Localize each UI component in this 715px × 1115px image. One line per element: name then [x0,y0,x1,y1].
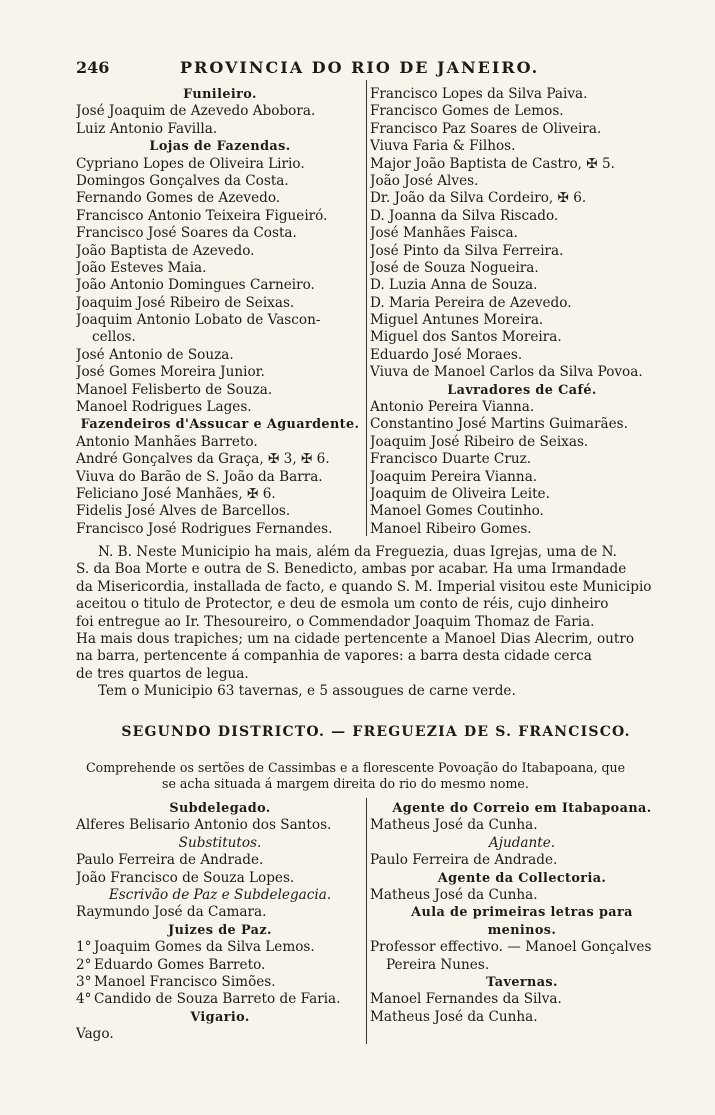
section-heading: Subdelegado. [169,801,271,816]
list-item: Raymundo José da Camara. [76,904,267,921]
section-heading: meninos. [487,922,557,938]
list-item: Constantino José Martins Guimarães. [370,416,628,433]
page-title: PROVINCIA DO RIO DE JANEIRO. [180,58,540,77]
list-item: André Gonçalves da Graça, ✠ 3, ✠ 6. [76,451,330,468]
list-item: José Manhães Faisca. [370,225,518,242]
list-item: Feliciano José Manhães, ✠ 6. [76,485,276,502]
list-item: Francisco José Soares da Costa. [76,225,297,242]
list-item: D. Luzia Anna de Souza. [370,277,538,294]
list-item: Matheus José da Cunha. [370,886,538,903]
section-heading: Vigario. [190,1009,250,1025]
section-heading: Funileiro. [183,87,257,102]
list-item: Eduardo José Moraes. [370,346,523,363]
list-item: Luiz Antonio Favilla. [76,120,218,137]
note-line: na barra, pertencente á companhia de vapores: a barra desta cidade cerca [76,648,592,665]
list-item: Dr. João da Silva Cordeiro, ✠ 6. [370,190,587,207]
numbered-list-item [76,991,364,1008]
intro-line: se acha situada á margem direita do rio do mesmo nome. [162,776,529,791]
section2-columns [76,798,676,1048]
numbered-list-item [76,957,364,974]
list-item: Francisco Paz Soares de Oliveira. [370,120,602,137]
list-item: Joaquim José Ribeiro de Seixas. [76,294,295,311]
note-line: Ha mais dous trapiches; um na cidade pertencente a Manoel Dias Alecrim, outro [76,630,635,647]
list-item: Viuva Faria & Filhos. [370,138,516,155]
list-item: Viuva de Manoel Carlos da Silva Povoa. [370,364,643,381]
list-item: D. Maria Pereira de Azevedo. [370,294,572,311]
section-heading: Lavradores de Café. [447,382,597,398]
list-item: Manoel Felisberto de Souza. [76,381,273,398]
page-number: 246 [76,58,110,77]
list-item: Antonio Pereira Vianna. [370,399,535,416]
list-item: Viuva do Barão de S. João da Barra. [76,468,323,485]
list-item: João Baptista de Azevedo. [76,242,255,259]
section2-right-column [370,800,674,1026]
list-item: Matheus José da Cunha. [370,817,538,834]
list-item: Francisco Duarte Cruz. [370,451,532,468]
list-item: Cypriano Lopes de Oliveira Lirio. [76,155,305,172]
note-paragraph [76,544,676,701]
list-item: Professor effectivo. — Manoel Gonçalves [370,939,652,956]
list-item: João Esteves Maia. [76,259,207,276]
right-column [370,86,674,538]
list-item: Paulo Ferreira de Andrade. [76,852,264,869]
list-item: Joaquim de Oliveira Leite. [370,485,550,502]
list-item: Vago. [76,1026,114,1043]
list-item: José Antonio de Souza. [76,346,234,363]
section-heading: Agente do Correio em Itabapoana. [392,801,652,816]
list-item: Fernando Gomes de Azevedo. [76,190,281,207]
list-item-continuation: Pereira Nunes. [386,956,490,973]
running-header [76,58,676,80]
list-item: Matheus José da Cunha. [370,1008,538,1025]
italic-subheading: Substitutos. [178,834,262,851]
section-title: SEGUNDO DISTRICTO. — FREGUEZIA DE S. FRANCISCO. [121,724,631,740]
section-heading: Fazendeiros d'Assucar e Aguardente. [80,417,360,433]
item-text: Joaquim Gomes da Silva Lemos. [94,939,315,956]
section-heading: Aula de primeiras letras para [411,905,633,921]
list-item: Joaquim Pereira Vianna. [370,468,538,485]
list-item: Major João Baptista de Castro, ✠ 5. [370,155,615,172]
section-intro [76,760,676,792]
list-item: Antonio Manhães Barreto. [76,433,258,450]
list-item: João José Alves. [370,172,479,189]
section-heading: Juizes de Paz. [168,922,272,938]
item-number: 3° [76,973,92,990]
italic-subheading: Escrivão de Paz e Subdelegacia. [108,886,332,903]
note-line: N. B. Neste Municipio ha mais, além da Freguezia, duas Igrejas, uma de N. [98,544,617,560]
numbered-list-item [76,939,364,956]
list-item: Manoel Gomes Coutinho. [370,503,544,520]
list-item: José Pinto da Silva Ferreira. [370,242,564,259]
section2-left-column [76,800,364,1043]
note-line: S. da Boa Morte e outra de S. Benedicto, ambas por acabar. Ha uma Irmandade [76,561,627,578]
item-text: Manoel Francisco Simões. [94,973,276,990]
list-item: João Francisco de Souza Lopes. [76,869,295,886]
list-item: Fidelis José Alves de Barcellos. [76,503,291,520]
numbered-list-item [76,974,364,991]
list-item: Francisco José Rodrigues Fernandes. [76,520,333,537]
list-item: Manoel Rodrigues Lages. [76,399,252,416]
column-divider [366,80,367,536]
list-item: Manoel Ribeiro Gomes. [370,520,532,537]
list-item: Francisco Gomes de Lemos. [370,103,564,120]
section-heading: Agente da Collectoria. [437,870,607,886]
list-item: D. Joanna da Silva Riscado. [370,207,559,224]
note-line: Tem o Municipio 63 tavernas, e 5 assougues de carne verde. [98,683,516,700]
column-divider [366,798,367,1044]
item-number: 4° [76,991,92,1008]
section-heading: Lojas de Fazendas. [149,139,291,155]
list-item: Alferes Belisario Antonio dos Santos. [76,817,332,834]
directory-columns [76,80,676,538]
note-line: aceitou o titulo de Protector, e deu de esmola um conto de réis, cujo dinheiro [76,596,609,613]
note-line: foi entregue ao Ir. Thesoureiro, o Commendador Joaquim Thomaz de Faria. [76,613,595,630]
list-item: Miguel dos Santos Moreira. [370,329,562,346]
list-item: José Gomes Moreira Junior. [76,364,265,381]
note-line: da Misericordia, installada de facto, e quando S. M. Imperial visitou este Municipio [76,578,652,595]
list-item: José de Souza Nogueira. [370,259,539,276]
italic-subheading: Ajudante. [488,834,556,851]
item-number: 1° [76,939,92,956]
list-item: Miguel Antunes Moreira. [370,312,544,329]
list-item: Joaquim José Ribeiro de Seixas. [370,433,589,450]
section-heading: Tavernas. [486,974,558,990]
list-item: João Antonio Domingues Carneiro. [76,277,315,294]
list-item: Francisco Lopes da Silva Paiva. [370,86,588,102]
left-column [76,86,364,538]
note-line: de tres quartos de legua. [76,665,249,682]
list-item: Domingos Gonçalves da Costa. [76,172,289,189]
list-item: Joaquim Antonio Lobato de Vascon- [76,312,321,329]
list-item-continuation: cellos. [92,329,136,346]
list-item: Manoel Fernandes da Silva. [370,991,562,1008]
item-text: Candido de Souza Barreto de Faria. [94,991,341,1008]
list-item: José Joaquim de Azevedo Abobora. [76,103,316,120]
list-item: Paulo Ferreira de Andrade. [370,852,558,869]
list-item: Francisco Antonio Teixeira Figueiró. [76,207,328,224]
item-number: 2° [76,956,92,973]
item-text: Eduardo Gomes Barreto. [94,956,266,973]
intro-line: Comprehende os sertões de Cassimbas e a florescente Povoação do Itabapoana, que [86,760,626,775]
